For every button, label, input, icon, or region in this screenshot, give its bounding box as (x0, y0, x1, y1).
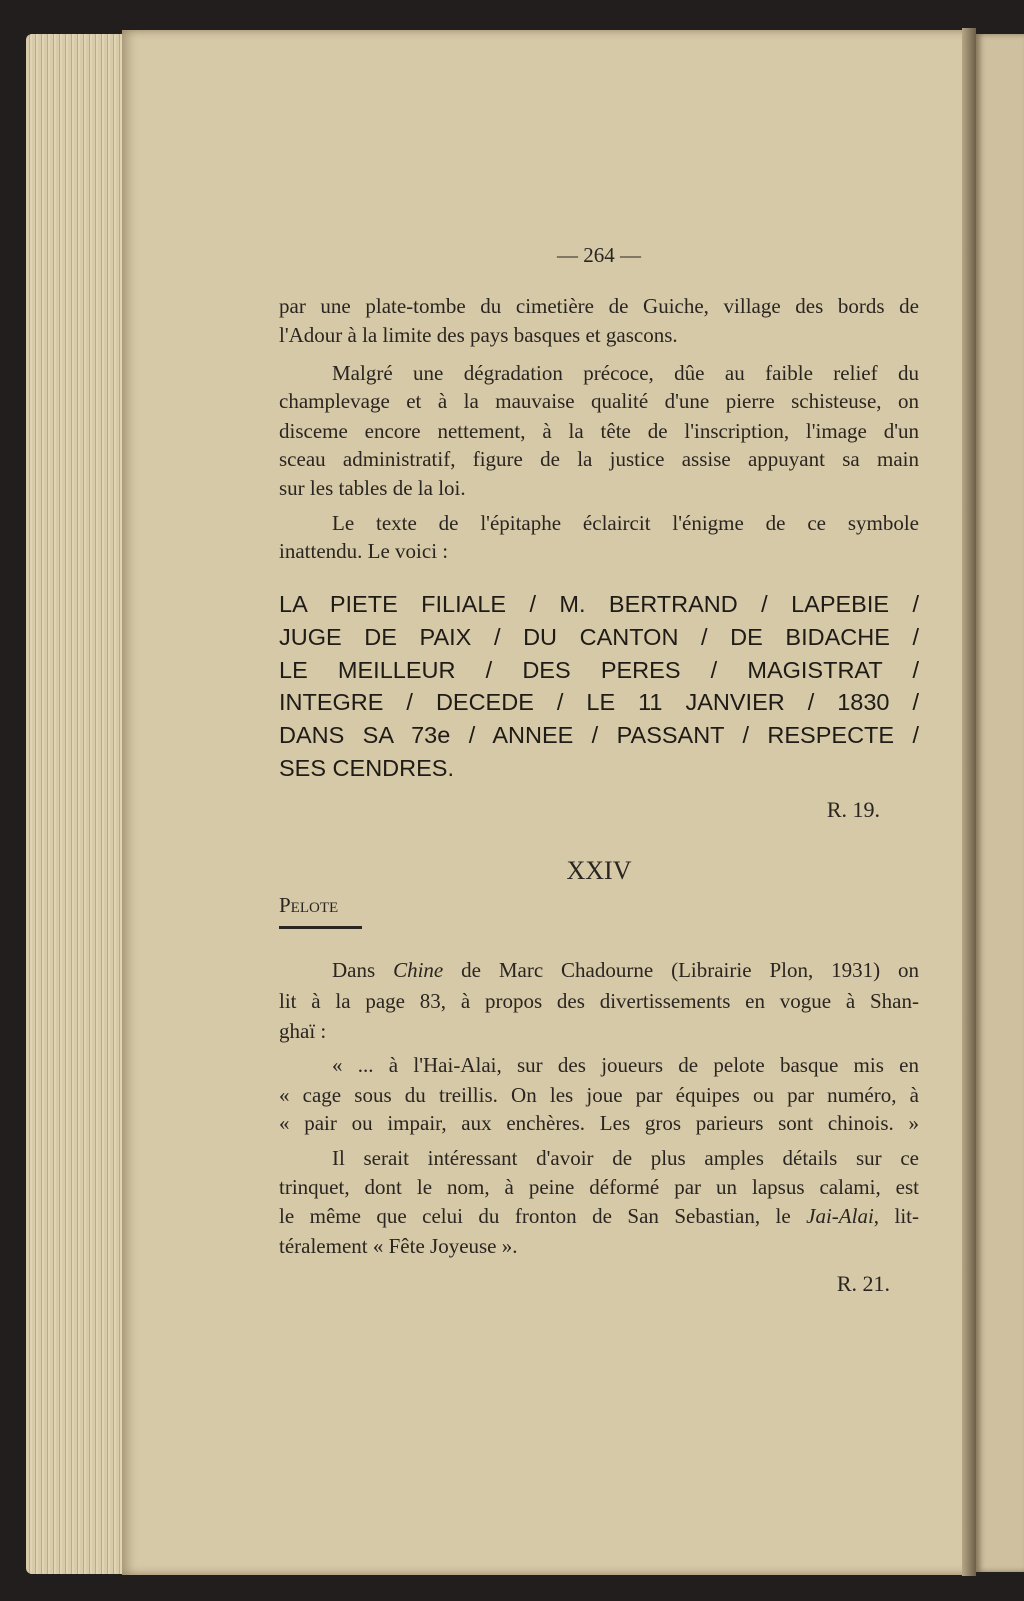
text-line: Malgré une dégradation précoce, dûe au faible relief du (332, 361, 919, 385)
text: Dans (332, 958, 394, 982)
text: , lit- (873, 1204, 919, 1228)
text-line: trinquet, dont le nom, à peine déformé par un lapsus calami, est (279, 1175, 919, 1199)
book-gutter (962, 28, 976, 1576)
quote-line: « ... à l'Hai-Alai, sur des joueurs de pelote basque mis en (332, 1053, 919, 1077)
text-line (332, 958, 919, 982)
book-title: Chine (393, 958, 444, 982)
quote-line: « pair ou impair, aux enchères. Les gros parieurs sont chinois. » (279, 1111, 919, 1135)
section-number: XXIV (566, 856, 632, 885)
text-line: sceau administratif, figure de la justice assise appuyant sa main (279, 447, 919, 471)
page-number: — 264 — (557, 243, 641, 267)
text-line: par une plate-tombe du cimetière de Guiche, village des bords de (279, 294, 919, 318)
epitaph-line: JUGE DE PAIX / DU CANTON / DE BIDACHE / (279, 624, 919, 650)
text-line: disceme encore nettement, à la tête de l'inscription, l'image d'un (279, 419, 919, 443)
text: de Marc Chadourne (Librairie Plon, 1931) on (443, 958, 919, 982)
text-line: Il serait intéressant d'avoir de plus amples détails sur ce (332, 1146, 919, 1170)
reference-r19: R. 19. (826, 797, 880, 822)
reference-r21: R. 21. (836, 1271, 890, 1296)
epitaph-line: DANS SA 73e / ANNEE / PASSANT / RESPECTE / (279, 722, 919, 748)
quote-line: « cage sous du treillis. On les joue par équipes ou par numéro, à (279, 1083, 919, 1107)
section-title: Pelote (279, 893, 339, 917)
facing-page-edge (976, 34, 1024, 1572)
text-line: Le texte de l'épitaphe éclaircit l'énigme de ce symbole (332, 511, 919, 535)
text-line: l'Adour à la limite des pays basques et gascons. (279, 323, 678, 347)
text: le même que celui du fronton de San Sebastian, le (279, 1204, 807, 1228)
epitaph-line: LA PIETE FILIALE / M. BERTRAND / LAPEBIE / (279, 591, 919, 617)
text-line: téralement « Fête Joyeuse ». (279, 1234, 518, 1258)
epitaph-line: SES CENDRES. (279, 755, 454, 781)
text-line: champlevage et à la mauvaise qualité d'une pierre schisteuse, on (279, 389, 919, 413)
text-line: sur les tables de la loi. (279, 476, 466, 500)
text-line: lit à la page 83, à propos des divertissements en vogue à Shan- (279, 989, 919, 1013)
epitaph-line: INTEGRE / DECEDE / LE 11 JANVIER / 1830 / (279, 689, 919, 715)
italic-term: Jai-Alai (806, 1204, 874, 1228)
text-line: inattendu. Le voici : (279, 539, 449, 563)
text-line (279, 1204, 919, 1228)
page-stack-edges (26, 34, 126, 1574)
epitaph-line: LE MEILLEUR / DES PERES / MAGISTRAT / (279, 657, 919, 683)
text-line: ghaï : (279, 1019, 327, 1043)
title-underline (279, 926, 362, 929)
